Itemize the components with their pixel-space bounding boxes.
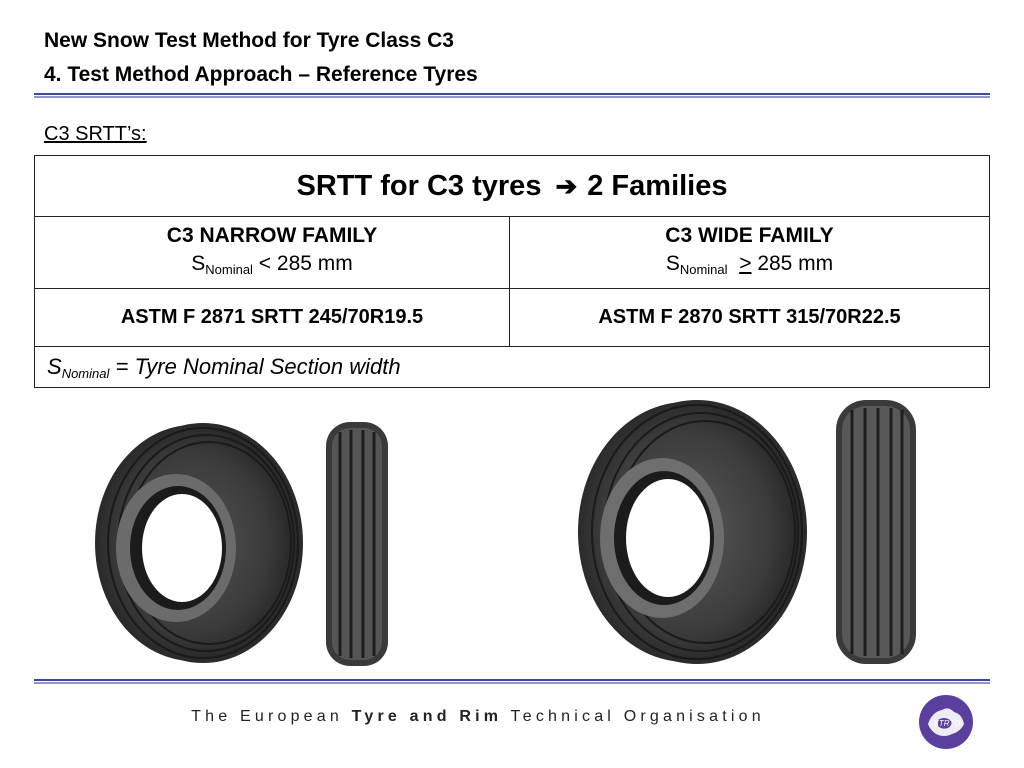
narrow-subscript: Nominal bbox=[205, 261, 253, 277]
wide-value: 285 mm bbox=[757, 251, 834, 275]
definition-subscript: Nominal bbox=[61, 365, 110, 381]
svg-text:ETRTO: ETRTO bbox=[933, 719, 961, 728]
narrow-symbol: S bbox=[191, 251, 206, 275]
wide-family-cell bbox=[510, 217, 990, 289]
footer-rule bbox=[34, 679, 990, 684]
table-heading-cell bbox=[35, 156, 990, 217]
table-heading-right: 2 Families bbox=[587, 169, 728, 202]
footer-text-bold: Tyre and Rim bbox=[351, 708, 503, 725]
family-row bbox=[35, 217, 990, 289]
footer-organisation bbox=[0, 708, 956, 726]
wide-operator: > bbox=[739, 251, 752, 275]
definition-symbol: S bbox=[47, 353, 62, 379]
narrow-family-cell bbox=[35, 217, 510, 289]
tyre-narrow-tread bbox=[324, 420, 390, 670]
tyre-wide-perspective bbox=[562, 396, 812, 668]
tyre-narrow-perspective bbox=[78, 418, 308, 668]
srtt-table bbox=[34, 155, 990, 388]
narrow-tyre-cell: ASTM F 2871 SRTT 245/70R19.5 bbox=[35, 289, 510, 347]
narrow-family-label: C3 NARROW FAMILY bbox=[166, 223, 378, 247]
etrto-logo bbox=[918, 694, 974, 750]
slide-subtitle: 4. Test Method Approach – Reference Tyres bbox=[44, 63, 478, 86]
table-heading-row bbox=[35, 156, 990, 217]
definition-row bbox=[35, 347, 990, 388]
wide-family-label: C3 WIDE FAMILY bbox=[665, 223, 834, 247]
wide-tyre-cell: ASTM F 2870 SRTT 315/70R22.5 bbox=[510, 289, 990, 347]
footer-text-pre: The European bbox=[191, 708, 352, 725]
wide-symbol: S bbox=[665, 251, 680, 275]
definition-cell bbox=[35, 347, 990, 388]
header-rule bbox=[34, 93, 990, 98]
footer-text-post: Technical Organisation bbox=[502, 708, 765, 725]
narrow-operator: < bbox=[258, 251, 272, 275]
definition-text: = Tyre Nominal Section width bbox=[115, 353, 401, 379]
tyre-row bbox=[35, 289, 990, 347]
tyre-wide-tread bbox=[834, 398, 918, 668]
arrow-right-icon: ➔ bbox=[555, 170, 578, 201]
wide-subscript: Nominal bbox=[679, 261, 728, 277]
table-heading-left: SRTT for C3 tyres bbox=[296, 169, 542, 202]
slide-title: New Snow Test Method for Tyre Class C3 bbox=[44, 29, 454, 52]
narrow-value: 285 mm bbox=[276, 251, 353, 275]
section-subheading: C3 SRTT’s: bbox=[44, 123, 147, 145]
